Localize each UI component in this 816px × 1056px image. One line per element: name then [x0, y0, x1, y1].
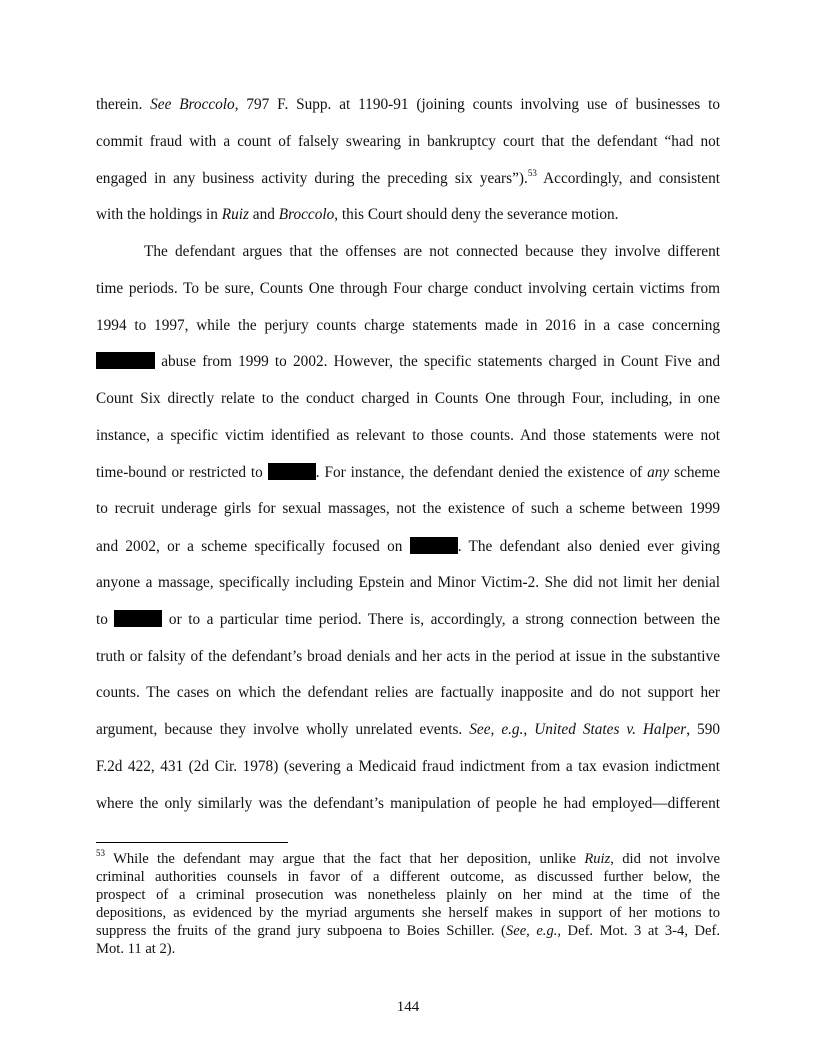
case-name: Ruiz [584, 851, 611, 867]
footnote-line: depositions, as evidenced by the myriad arguments she herself makes in support of her motions to [96, 905, 720, 921]
body-line: F.2d 422, 431 (2d Cir. 1978) (severing a Medicaid fraud indictment from a tax evasion indictment [96, 758, 720, 775]
footnote-separator [96, 842, 288, 843]
page-number: 144 [396, 999, 420, 1015]
footnote-number: 53 [96, 848, 105, 858]
body-line: to recruit underage girls for sexual massages, not the existence of such a scheme between 1999 [96, 500, 720, 517]
case-name: Ruiz [221, 206, 249, 223]
case-name: United States v. Halper [534, 721, 687, 738]
signal-citation: See, e.g. [469, 721, 524, 738]
footnote-reference: 53 [527, 168, 537, 178]
paragraph-first-line: The defendant argues that the offenses are not connected because they involve different [144, 243, 720, 260]
body-line: commit fraud with a count of falsely swearing in bankruptcy court that the defendant “had not [96, 133, 720, 150]
body-line: abuse from 1999 to 2002. However, the specific statements charged in Count Five and [96, 352, 720, 372]
redaction-block [268, 463, 316, 480]
footnote-line: Mot. 11 at 2). [96, 941, 176, 957]
emphasis: any [647, 464, 670, 481]
body-line: Count Six directly relate to the conduct charged in Counts One through Four, including, in one [96, 390, 720, 407]
redaction-block [410, 537, 458, 554]
body-line: time-bound or restricted to . For instance, the defendant denied the existence of any scheme [96, 464, 721, 481]
body-line: engaged in any business activity during the preceding six years”).$^{53}$ Accordingly, and consistent [96, 168, 720, 187]
body-line: instance, a specific victim identified as relevant to those counts. And those statements were not [96, 427, 720, 444]
body-line: to or to a particular time period. There is, accordingly, a strong connection between the [96, 611, 720, 628]
footnote-line: prospect of a criminal prosecution was nonetheless plainly on her mind at the time of the [96, 887, 720, 903]
body-line: 1994 to 1997, while the perjury counts charge statements made in 2016 in a case concerning [96, 317, 720, 334]
body-line: anyone a massage, specifically including Epstein and Minor Victim-2. She did not limit her denial [96, 574, 720, 591]
body-line: and 2002, or a scheme specifically focused on . The defendant also denied ever giving [96, 538, 720, 555]
footnote-line: criminal authorities counsels in favor of a different outcome, as discussed further below, the [96, 869, 720, 885]
signal-citation: See, e.g. [505, 923, 558, 939]
redaction-block [114, 610, 162, 627]
body-line: with the holdings in Ruiz and Broccolo, this Court should deny the severance motion. [96, 206, 619, 223]
body-line: counts. The cases on which the defendant relies are factually inapposite and do not support her [96, 684, 720, 701]
footnote-line: suppress the fruits of the grand jury subpoena to Boies Schiller. (See, e.g., Def. Mot. 3 at 3-4, Def. [96, 923, 721, 939]
body-line: therein. See Broccolo, 797 F. Supp. at 1190-91 (joining counts involving use of businesses to [96, 96, 720, 113]
body-line: where the only similarly was the defendant’s manipulation of people he had employed—different [96, 795, 720, 812]
footnote-line: $^{53}$ While the defendant may argue that the fact that her deposition, unlike Ruiz, did not involve [96, 848, 720, 867]
redaction-block [96, 352, 155, 369]
body-line: time periods. To be sure, Counts One through Four charge conduct involving certain victims from [96, 280, 720, 297]
body-line: argument, because they involve wholly unrelated events. See, e.g., United States v. Halper, 590 [96, 721, 721, 738]
body-line: truth or falsity of the defendant’s broad denials and her acts in the period at issue in the substantive [96, 648, 720, 665]
case-name: Broccolo [278, 206, 335, 223]
case-citation: See Broccolo [150, 96, 235, 113]
